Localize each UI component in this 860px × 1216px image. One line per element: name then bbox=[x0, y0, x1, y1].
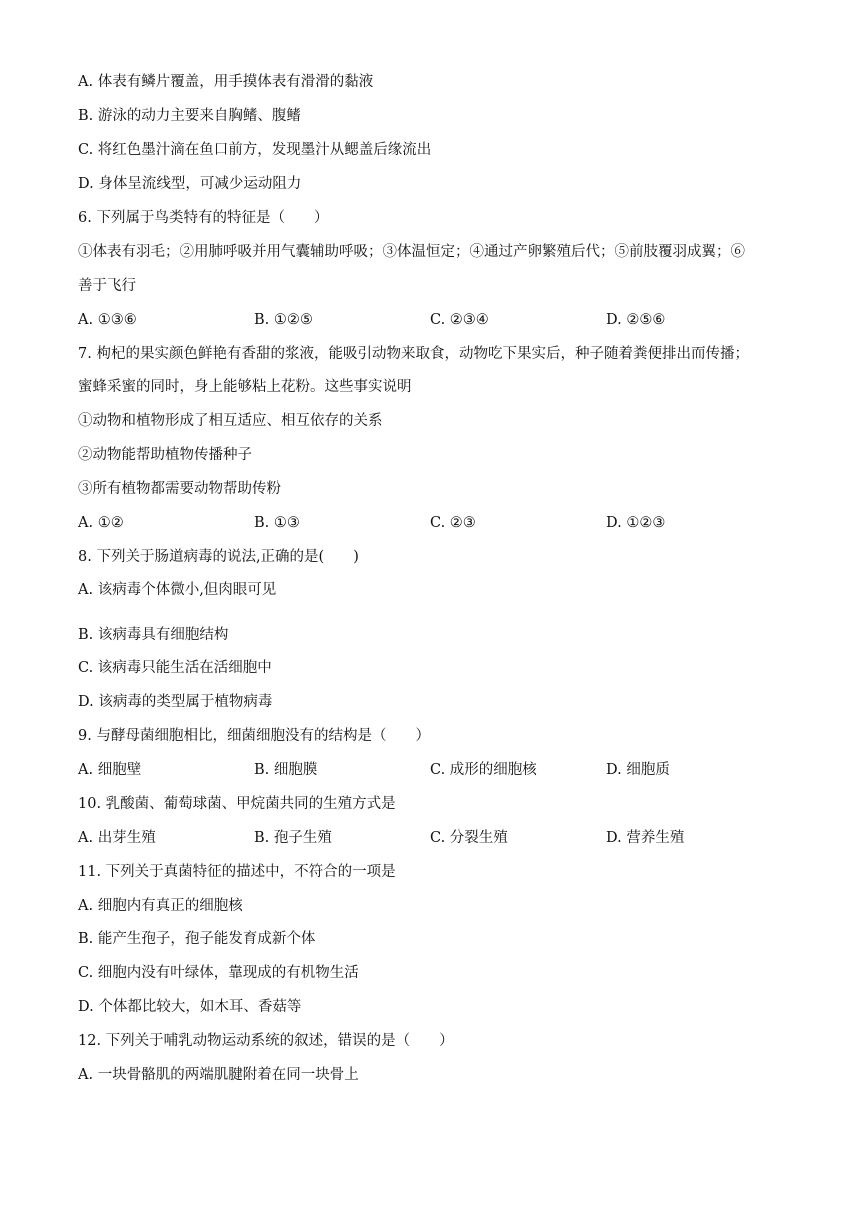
q6-stem: 6. 下列属于鸟类特有的特征是（ ） bbox=[78, 210, 329, 226]
q7-stem-line2: 蜜蜂采蜜的同时，身上能够粘上花粉。这些事实说明 bbox=[78, 379, 412, 395]
q12-stem: 12. 下列关于哺乳动物运动系统的叙述，错误的是（ ） bbox=[78, 1033, 454, 1049]
q11-option-c: C. 细胞内没有叶绿体，靠现成的有机物生活 bbox=[78, 965, 359, 981]
q9-option-b: B. 细胞膜 bbox=[254, 762, 318, 778]
q12-option-a: A. 一块骨骼肌的两端肌腱附着在同一块骨上 bbox=[78, 1067, 359, 1083]
q7-option-c: C. ②③ bbox=[430, 515, 476, 531]
q11-option-d: D. 个体都比较大，如木耳、香菇等 bbox=[78, 999, 302, 1015]
q7-statement-2: ②动物能帮助植物传播种子 bbox=[78, 447, 252, 463]
q9-option-a: A. 细胞壁 bbox=[78, 762, 142, 778]
q10-option-c: C. 分裂生殖 bbox=[430, 830, 508, 846]
q7-statement-1: ①动物和植物形成了相互适应、相互依存的关系 bbox=[78, 413, 383, 429]
q8-option-d: D. 该病毒的类型属于植物病毒 bbox=[78, 694, 273, 710]
q11-stem: 11. 下列关于真菌特征的描述中，不符合的一项是 bbox=[78, 864, 396, 880]
q6-option-a: A. ①③⑥ bbox=[78, 312, 137, 328]
q7-option-b: B. ①③ bbox=[254, 515, 300, 531]
q5-option-a: A. 体表有鳞片覆盖，用手摸体表有滑滑的黏液 bbox=[78, 74, 374, 90]
q7-statement-3: ③所有植物都需要动物帮助传粉 bbox=[78, 481, 281, 497]
q7-option-d: D. ①②③ bbox=[606, 515, 666, 531]
q9-option-d: D. 细胞质 bbox=[606, 762, 670, 778]
q8-option-b: B. 该病毒具有细胞结构 bbox=[78, 627, 229, 643]
q10-stem: 10. 乳酸菌、葡萄球菌、甲烷菌共同的生殖方式是 bbox=[78, 796, 396, 812]
q10-option-d: D. 营养生殖 bbox=[606, 830, 685, 846]
q5-option-c: C. 将红色墨汁滴在鱼口前方，发现墨汁从鳃盖后缘流出 bbox=[78, 142, 432, 158]
q10-option-a: A. 出芽生殖 bbox=[78, 830, 156, 846]
q5-option-d: D. 身体呈流线型，可减少运动阻力 bbox=[78, 176, 302, 192]
q8-option-c: C. 该病毒只能生活在活细胞中 bbox=[78, 660, 272, 676]
q6-option-c: C. ②③④ bbox=[430, 312, 489, 328]
q7-stem-line1: 7. 枸杞的果实颜色鲜艳有香甜的浆液，能吸引动物来取食，动物吃下果实后，种子随着粪便排出而传播； bbox=[78, 346, 749, 362]
q5-option-b: B. 游泳的动力主要来自胸鳍、腹鳍 bbox=[78, 108, 301, 124]
q6-desc-line1: ①体表有羽毛；②用肺呼吸并用气囊辅助呼吸；③体温恒定；④通过产卵繁殖后代；⑤前肢覆羽成翼；⑥ bbox=[78, 244, 745, 260]
q11-option-a: A. 细胞内有真正的细胞核 bbox=[78, 898, 243, 914]
q6-option-d: D. ②⑤⑥ bbox=[606, 312, 666, 328]
q10-option-b: B. 孢子生殖 bbox=[254, 830, 332, 846]
q6-option-b: B. ①②⑤ bbox=[254, 312, 313, 328]
q6-desc-line2: 善于飞行 bbox=[78, 278, 136, 294]
q8-option-a: A. 该病毒个体微小,但肉眼可见 bbox=[78, 582, 277, 598]
q8-stem: 8. 下列关于肠道病毒的说法,正确的是( ) bbox=[78, 549, 359, 565]
q11-option-b: B. 能产生孢子，孢子能发育成新个体 bbox=[78, 931, 316, 947]
q9-option-c: C. 成形的细胞核 bbox=[430, 762, 537, 778]
q9-stem: 9. 与酵母菌细胞相比，细菌细胞没有的结构是（ ） bbox=[78, 728, 430, 744]
q7-option-a: A. ①② bbox=[78, 515, 124, 531]
